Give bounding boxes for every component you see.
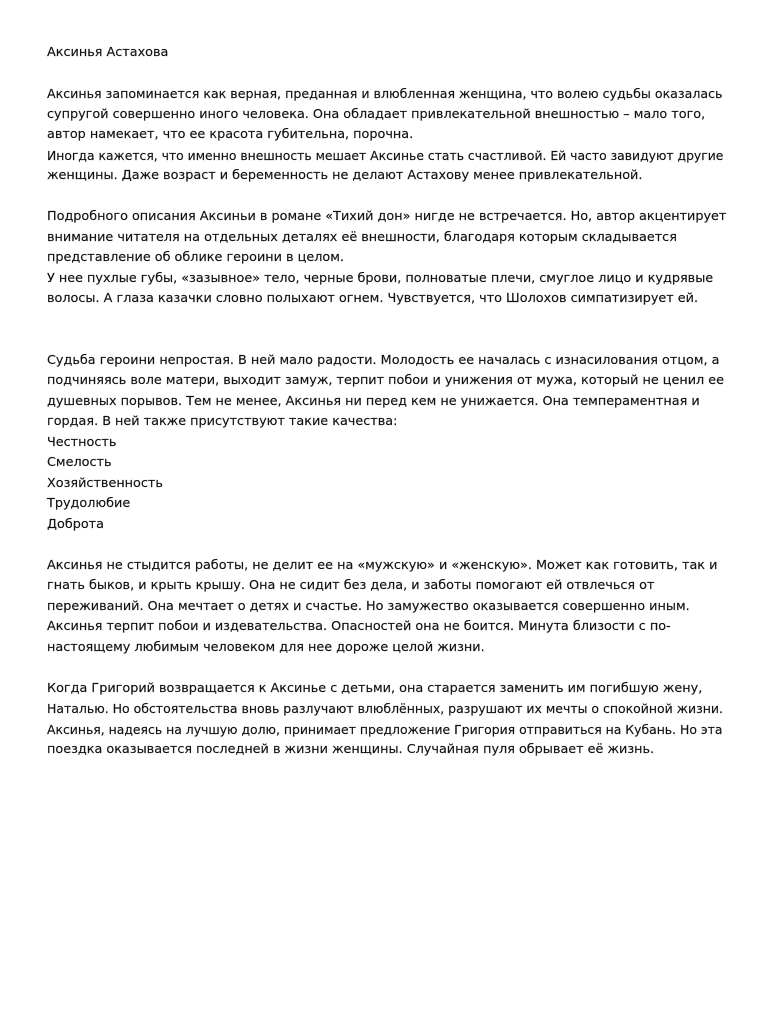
text-line: Наталью. Но обстоятельства вновь разлучают влюблённых, разрушают их мечты о спокойной жизни. xyxy=(47,701,723,716)
text-line: У нее пухлые губы, «зазывное» тело, черные брови, полноватые плечи, смуглое лицо и кудрявые xyxy=(47,270,714,286)
list-item: Честность xyxy=(47,434,117,450)
paragraph-3 xyxy=(47,351,727,433)
text-line: Аксинья не стыдится работы, не делит ее на «мужскую» и «женскую». Может как готовить, так и xyxy=(47,557,718,573)
list-item: Смелость xyxy=(47,455,112,470)
spacer xyxy=(47,535,727,556)
spacer xyxy=(47,310,727,351)
text-line: Когда Григорий возвращается к Аксинье с детьми, она старается заменить им погибшую жену, xyxy=(47,680,703,696)
text-line: подчиняясь воле матери, выходит замуж, терпит побои и унижения от мужа, который не ценил ее xyxy=(47,373,725,388)
list-item: Хозяйственность xyxy=(47,475,163,491)
text-line: автор намекает, что ее красота губительна, порочна. xyxy=(47,127,414,142)
document-title: Аксинья Астахова xyxy=(47,45,169,60)
document-page xyxy=(47,43,727,761)
text-line: представление об облике героини в целом. xyxy=(47,250,344,265)
text-line: душевных порывов. Тем не менее, Аксинья ни перед кем не унижается. Она темпераментная и xyxy=(47,393,700,409)
text-line: Судьба героини непростая. В ней мало радости. Молодость ее началась с изнасилования отцом, а xyxy=(47,352,720,368)
text-line: волосы. А глаза казачки словно полыхают огнем. Чувствуется, что Шолохов симпатизирует ей. xyxy=(47,291,699,306)
text-line: переживаний. Она мечтает о детях и счастье. Но замужество оказывается совершенно иным. xyxy=(47,598,690,614)
spacer xyxy=(47,64,727,85)
text-line: Аксинья запоминается как верная, преданная и влюбленная женщина, что волею судьбы оказалась xyxy=(47,86,723,101)
text-line: Аксинья, надеясь на лучшую долю, принимает предложение Григория отправиться на Кубань. Но эта xyxy=(47,721,723,737)
spacer xyxy=(47,187,727,208)
text-line: женщины. Даже возраст и беременность не делают Астахову менее привлекательной. xyxy=(47,168,643,183)
list-item: Трудолюбие xyxy=(47,496,131,511)
text-line: гордая. В ней также присутствуют такие качества: xyxy=(47,414,398,429)
list-item: Доброта xyxy=(47,516,104,532)
text-line: настоящему любимым человеком для нее дороже целой жизни. xyxy=(47,639,485,655)
spacer xyxy=(47,658,727,679)
paragraph-2 xyxy=(47,207,727,310)
paragraph-1 xyxy=(47,84,727,187)
text-line: супругой совершенно иного человека. Она обладает привлекательной внешностью – мало того, xyxy=(47,106,706,122)
text-line: гнать быков, и крыть крышу. Она не сидит без дела, и заботы помогают ей отвлечься от xyxy=(47,578,655,593)
text-line: внимание читателя на отдельных деталях её внешности, благодаря которым складывается xyxy=(47,229,677,245)
text-line: Иногда кажется, что именно внешность мешает Аксинье стать счастливой. Ей часто завидуют другие xyxy=(47,148,724,163)
text-line: Аксинья терпит побои и издевательства. Опасностей она не боится. Минута близости с по- xyxy=(47,619,671,634)
paragraph-5 xyxy=(47,679,727,761)
text-line: поездка оказывается последней в жизни женщины. Случайная пуля обрывает её жизнь. xyxy=(47,742,655,757)
qualities-list xyxy=(47,433,727,536)
paragraph-4 xyxy=(47,556,727,659)
text-line: Подробного описания Аксиньи в романе «Тихий дон» нигде не встречается. Но, автор акцентирует xyxy=(47,209,727,224)
